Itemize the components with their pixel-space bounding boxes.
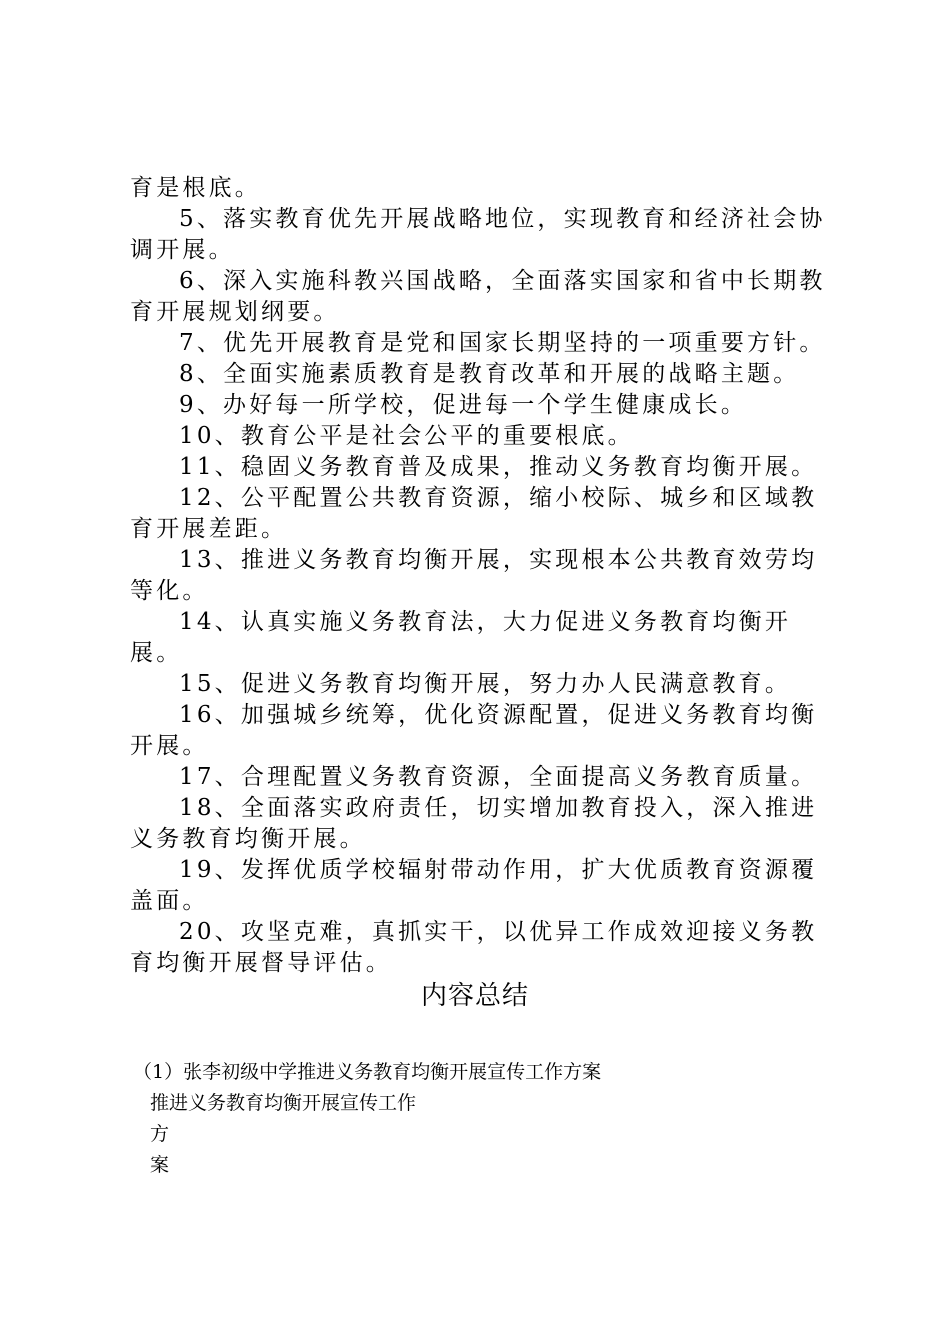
body-paragraph: 18、全面落实政府责任，切实增加教育投入，深入推进义务教育均衡开展。 [130,795,818,852]
body-paragraph: 17、合理配置义务教育资源，全面提高义务教育质量。 [179,764,818,790]
summary-sub-line-3: 案 [150,1154,170,1176]
body-paragraph: 10、教育公平是社会公平的重要根底。 [179,423,634,449]
summary-item: （1）张李初级中学推进义务教育均衡开展宣传工作方案 [133,1061,602,1083]
summary-block [133,1057,601,1181]
body-paragraph: 16、加强城乡统筹，优化资源配置，促进义务教育均衡开展。 [130,702,818,759]
body-paragraph: 15、促进义务教育均衡开展，努力办人民满意教育。 [179,671,792,697]
body-paragraph: 5、落实教育优先开展战略地位，实现教育和经济社会协调开展。 [130,206,826,263]
body-paragraph: 11、稳固义务教育普及成果，推动义务教育均衡开展。 [179,454,818,480]
body-paragraph: 12、公平配置公共教育资源，缩小校际、城乡和区域教育开展差距。 [130,485,818,542]
body-paragraph: 20、攻坚克难，真抓实干，以优异工作成效迎接义务教育均衡开展督导评估。 [130,919,818,976]
body-paragraph: 14、认真实施义务教育法，大力促进义务教育均衡开展。 [130,609,792,666]
body-paragraph: 8、全面实施素质教育是教育改革和开展的战略主题。 [179,361,800,387]
summary-sub-line-2: 方 [150,1123,170,1145]
summary-sub-line-1: 推进义务教育均衡开展宣传工作 [150,1092,417,1114]
body-paragraph: 6、深入实施科教兴国战略，全面落实国家和省中长期教育开展规划纲要。 [130,268,826,325]
body-paragraph: 7、优先开展教育是党和国家长期坚持的一项重要方针。 [179,330,826,356]
body-text [130,173,830,979]
body-paragraph: 13、推进义务教育均衡开展，实现根本公共教育效劳均等化。 [130,547,818,604]
body-paragraph: 19、发挥优质学校辐射带动作用，扩大优质教育资源覆盖面。 [130,857,818,914]
body-paragraph: 9、办好每一所学校，促进每一个学生健康成长。 [179,392,748,418]
summary-title: 内容总结 [420,981,529,1011]
body-paragraph: 育是根底。 [130,175,261,201]
